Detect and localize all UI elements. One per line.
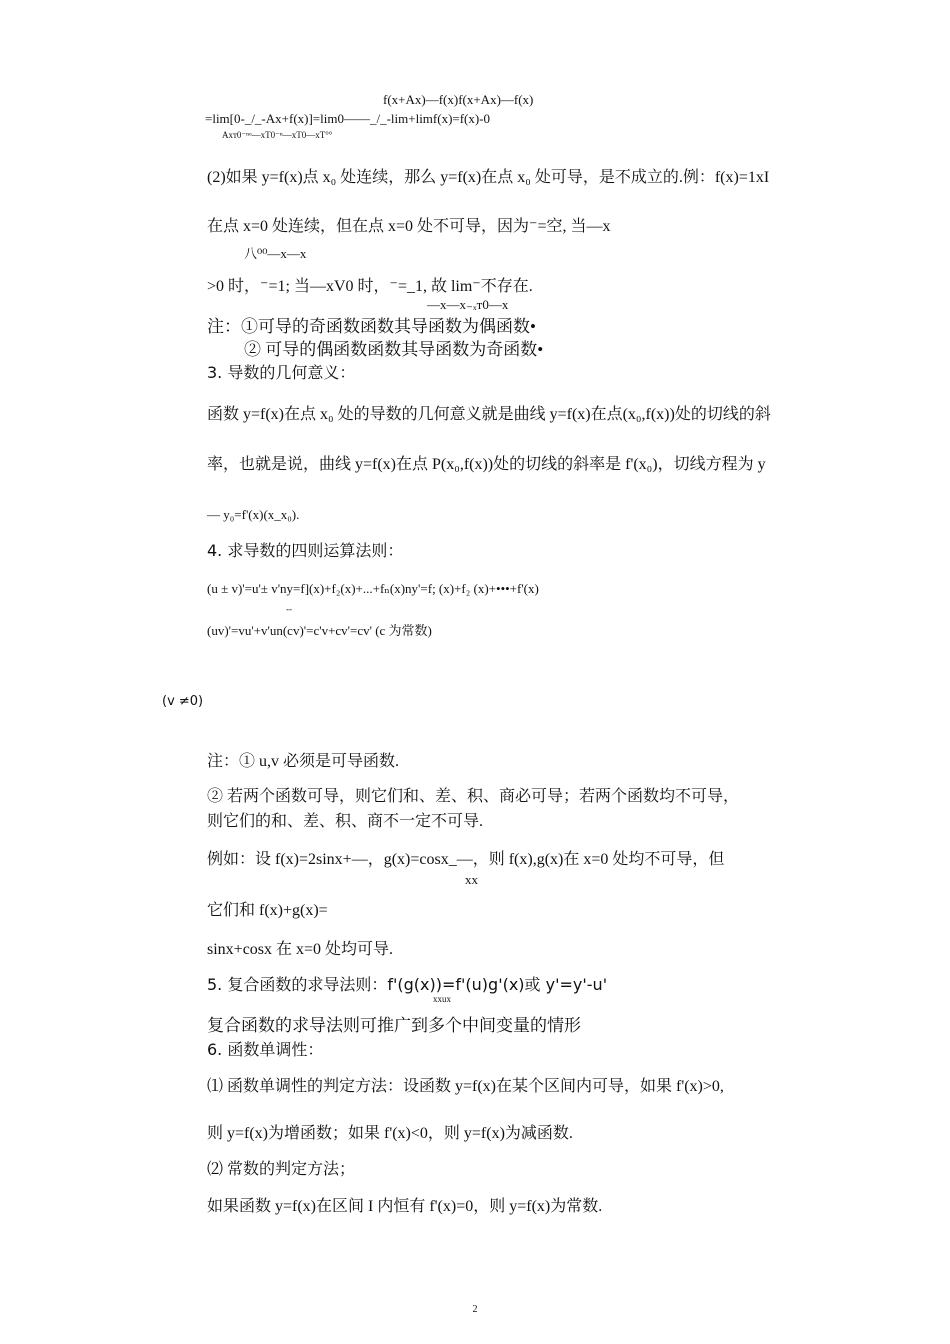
page-number: 2 bbox=[472, 1304, 478, 1315]
note-even-function: ② 可导的偶函数函数其导函数为奇函数• bbox=[244, 340, 544, 359]
chain-rule-extension: 复合函数的求导法则可推广到多个中间变量的情形 bbox=[207, 1016, 581, 1035]
monotonicity-method-1: ⑴ 函数单调性的判定方法：设函数 y=f(x)在某个区间内可导，如果 f'(x)>0, bbox=[207, 1078, 724, 1095]
formula-numerator-line: f(x+Ax)—f(x)f(x+Ax)—f(x) bbox=[383, 92, 534, 107]
formula-subscript-line: Axт0⁻ⁿᵒ—xT0⁻ⁿ—xT0—xT°° bbox=[222, 130, 333, 140]
note-uv-differentiable: 注：① u,v 必须是可导函数. bbox=[207, 753, 400, 770]
product-rule-line: (uv)'=vu'+v'un(cv)'=c'v+cv'=cv' (c 为常数) bbox=[207, 623, 432, 638]
example-sum-result: sinx+cosx 在 x=0 处均可导. bbox=[207, 941, 394, 958]
limit-not-exist-line: >0 时，⁻=1; 当—xV0 时，⁻=_1, 故 lim⁻不存在. bbox=[207, 278, 533, 295]
limit-sub-line: —x—x₋ₓт0—x bbox=[427, 297, 509, 312]
note-two-functions-2: 则它们的和、差、积、商不一定不可导. bbox=[207, 813, 484, 830]
tangent-equation-line: — y₀=f'(x)(x_x₀). bbox=[207, 507, 300, 522]
geometric-meaning-line-2: 率，也就是说，曲线 y=f(x)在点 P(x₀,f(x))处的切线的斜率是 f'(x₀)，切线方程为 y bbox=[207, 456, 766, 473]
section-3-heading: 3. 导数的几何意义： bbox=[207, 363, 356, 382]
formula-limit-line: =lim[0-_/_-Ax+f(x)]=lim0——_/_-lim+limf(x)=f(x)-0 bbox=[205, 111, 491, 126]
continuity-sub-line: 八⁰⁰—x—x bbox=[244, 246, 307, 261]
sum-rule-mark: -- bbox=[286, 604, 292, 614]
example-denominator: xx bbox=[465, 872, 478, 887]
example-line: 例如：设 f(x)=2sinx+—，g(x)=cosx_—，则 f(x),g(x)在 x=0 处均不可导，但 bbox=[207, 851, 725, 868]
section-6-heading: 6. 函数单调性： bbox=[207, 1040, 324, 1059]
monotonicity-method-2: 则 y=f(x)为增函数；如果 f'(x)<0，则 y=f(x)为减函数. bbox=[207, 1125, 573, 1142]
example-sum-line: 它们和 f(x)+g(x)= bbox=[207, 902, 328, 919]
chain-rule-subscripts: xxux bbox=[433, 994, 451, 1004]
sum-rule-line: (u ± v)'=u'± v'ny=f](x)+f₂(x)+...+fₙ(x)ny'=f; (x)+f₂ (x)+•••+f'(x) bbox=[207, 581, 539, 596]
constant-method-heading: ⑵ 常数的判定方法； bbox=[207, 1161, 356, 1178]
continuity-remark-line: (2)如果 y=f(x)点 x₀ 处连续，那么 y=f(x)在点 x₀ 处可导，是不成立的.例：f(x)=1xI bbox=[207, 169, 770, 186]
note-two-functions-1: ② 若两个函数可导，则它们和、差、积、商必可导；若两个函数均不可导， bbox=[207, 788, 740, 805]
constant-method-line: 如果函数 y=f(x)在区间 I 内恒有 f'(x)=0，则 y=f(x)为常数. bbox=[207, 1198, 603, 1215]
section-5-heading: 5. 复合函数的求导法则：f'(g(x))=f'(u)g'(x)或 y'=y'-u' bbox=[207, 975, 608, 994]
quotient-condition: (v ≠0) bbox=[162, 694, 204, 709]
note-odd-function: 注：①可导的奇函数函数其导函数为偶函数• bbox=[207, 317, 536, 336]
geometric-meaning-line-1: 函数 y=f(x)在点 x₀ 处的导数的几何意义就是曲线 y=f(x)在点(x₀,f(x))处的切线的斜 bbox=[207, 406, 771, 423]
section-4-heading: 4. 求导数的四则运算法则： bbox=[207, 541, 404, 560]
continuity-example-line: 在点 x=0 处连续，但在点 x=0 处不可导，因为⁻=空, 当—x bbox=[207, 218, 611, 235]
